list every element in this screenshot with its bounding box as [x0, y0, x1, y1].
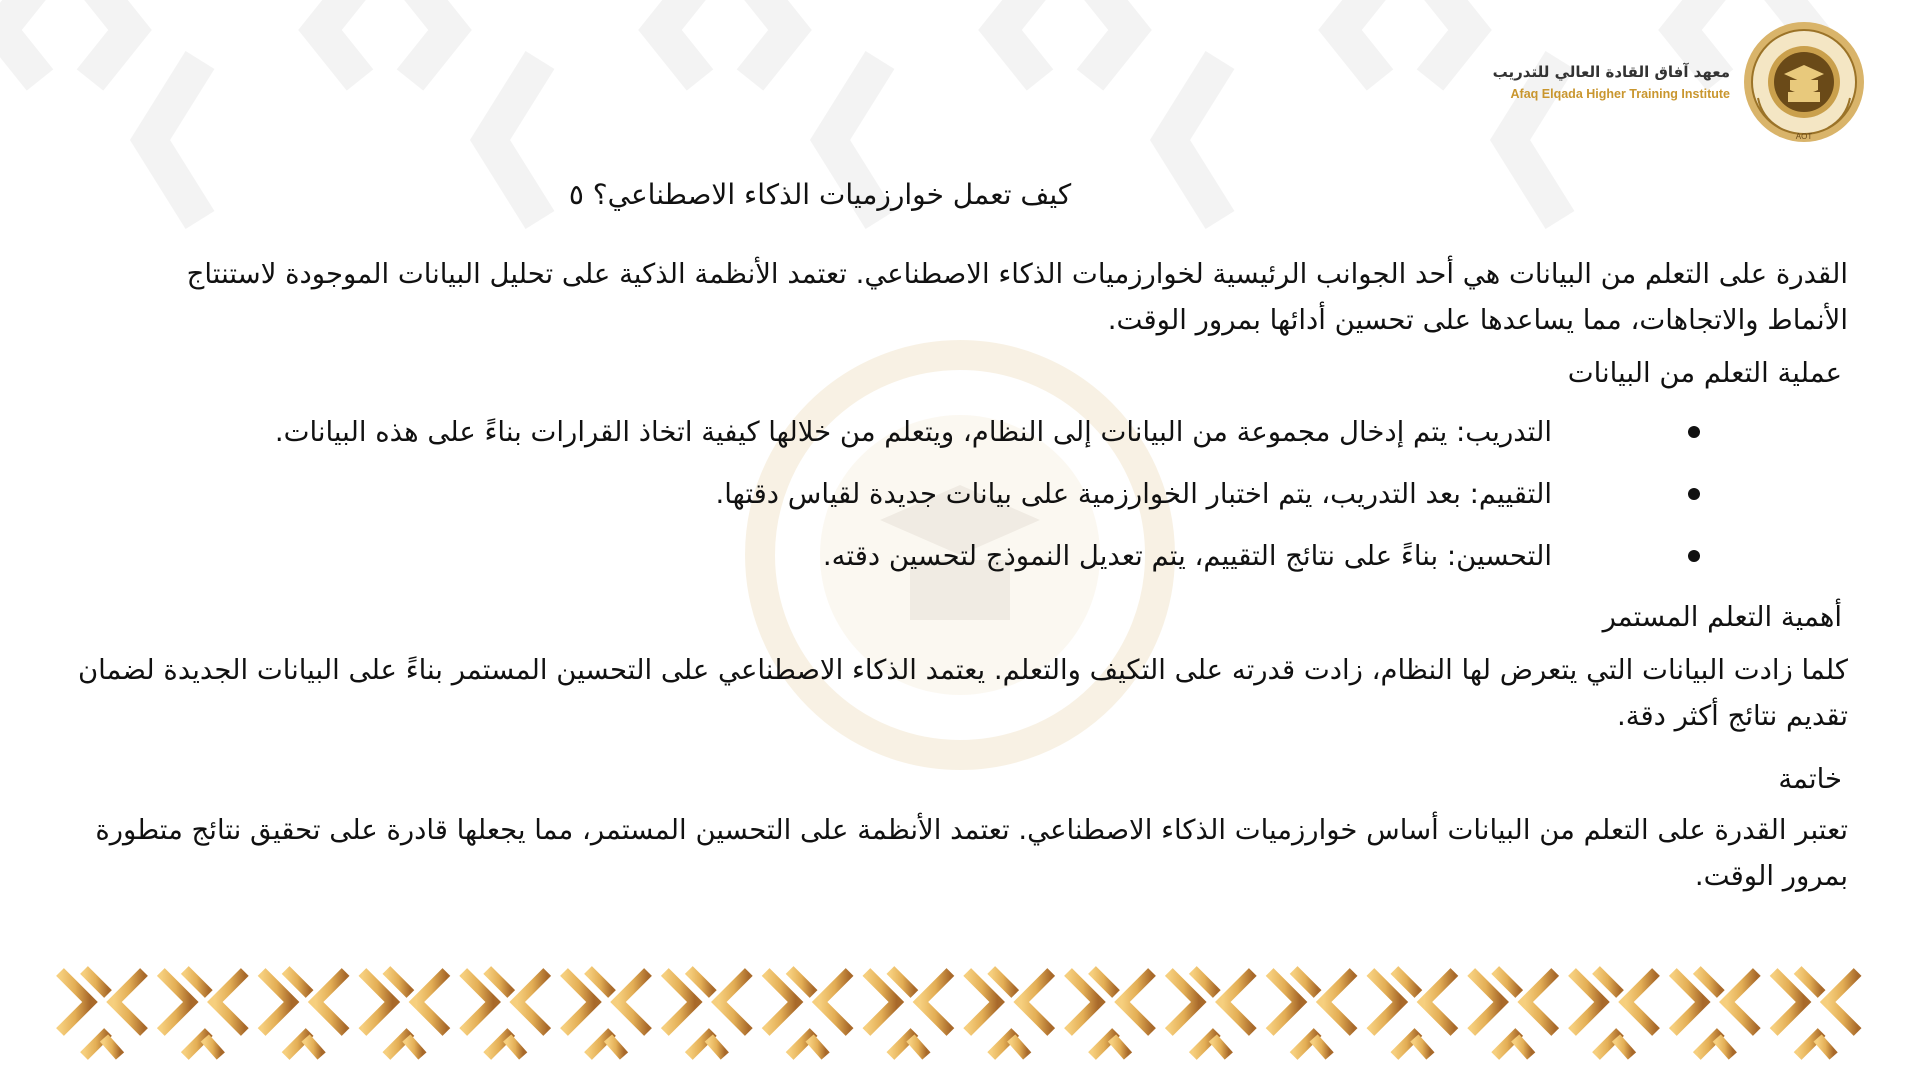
list-item [72, 525, 1848, 587]
list-item-text: التقييم: بعد التدريب، يتم اختبار الخوارزمية على بيانات جديدة لقياس دقتها. [715, 478, 1552, 510]
band-chevron-mark [967, 970, 1051, 1056]
institute-name [1493, 63, 1730, 101]
band-chevron-mark [1774, 970, 1858, 1056]
band-chevron-mark [362, 970, 446, 1056]
decorative-bottom-band [52, 962, 1868, 1066]
list-item [72, 401, 1848, 463]
seal-text: AOT [1795, 132, 1813, 141]
band-chevron-mark [564, 970, 648, 1056]
band-chevron-mark [665, 970, 749, 1056]
intro-paragraph: القدرة على التعلم من البيانات هي أحد الجوانب الرئيسية لخوارزميات الذكاء الاصطناعي. تعتمد الأنظمة الذكية على تحليل البيانات الموجودة لاستنتاج الأنماط والاتجاهات، مما يساعدها على تحسين أدائها بمرور الوقت. [186, 258, 1848, 336]
band-chevron-mark [1572, 970, 1656, 1056]
list-item-text: التدريب: يتم إدخال مجموعة من البيانات إلى النظام، ويتعلم من خلالها كيفية اتخاذ القرارات بناءً على هذه البيانات. [274, 416, 1552, 448]
institute-logo [1493, 22, 1868, 142]
institute-name-english: Afaq Elqada Higher Training Institute [1510, 87, 1730, 101]
bullet-icon [1688, 488, 1700, 500]
learning-steps-list [72, 401, 1848, 587]
band-chevron-mark [766, 970, 850, 1056]
section-heading-importance: أهمية التعلم المستمر [1602, 601, 1842, 633]
section-heading-learning: عملية التعلم من البيانات [1567, 357, 1842, 389]
institute-seal-icon [1740, 18, 1868, 146]
institute-name-arabic: معهد آفاق القادة العالي للتدريب [1492, 63, 1730, 81]
band-chevron-mark [1068, 970, 1152, 1056]
section-heading-conclusion: خاتمة [1778, 763, 1842, 795]
band-chevron-mark [1270, 970, 1354, 1056]
band-chevron-mark [262, 970, 346, 1056]
page-title: كيف تعمل خوارزميات الذكاء الاصطناعي؟ ٥ [568, 178, 1072, 211]
list-item-text: التحسين: بناءً على نتائج التقييم، يتم تعديل النموذج لتحسين دقته. [822, 540, 1552, 572]
importance-paragraph: كلما زادت البيانات التي يتعرض لها النظام، زادت قدرته على التكيف والتعلم. يعتمد الذكاء الاصطناعي على التحسين المستمر بناءً على البيانات الجديدة لضمان تقديم نتائج أكثر دقة. [77, 654, 1848, 732]
slide-content [72, 170, 1848, 899]
bullet-icon [1688, 426, 1700, 438]
band-chevron-mark [1169, 970, 1253, 1056]
band-chevron-mark [161, 970, 245, 1056]
band-chevron-mark [1370, 970, 1454, 1056]
band-chevron-mark [866, 970, 950, 1056]
list-item [72, 463, 1848, 525]
band-chevron-mark [463, 970, 547, 1056]
bullet-icon [1688, 550, 1700, 562]
band-chevron-mark [1471, 970, 1555, 1056]
band-chevron-mark [1673, 970, 1757, 1056]
band-chevron-mark [60, 970, 144, 1056]
conclusion-paragraph: تعتبر القدرة على التعلم من البيانات أساس خوارزميات الذكاء الاصطناعي. تعتمد الأنظمة على التحسين المستمر، مما يجعلها قادرة على تحقيق نتائج متطورة بمرور الوقت. [95, 814, 1848, 892]
